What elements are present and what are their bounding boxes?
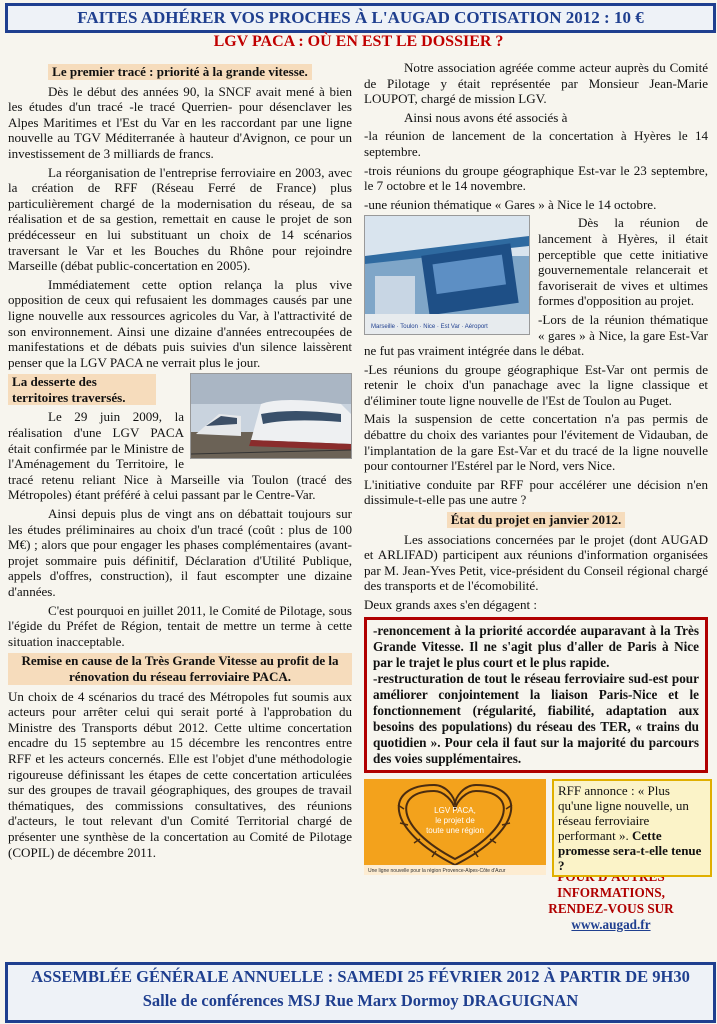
paragraph: -Lors de la réunion thématique « gares » à Nice, la gare Est-Var ne fut pas vraiment intégrée dans le débat. — [364, 311, 708, 359]
paragraph: Le 29 juin 2009, la réalisation d'une LGV PACA était confirmée par le Ministre de l'Aménagement du Territoire, le tracé retenu reliant Nice à Marseille via Toulon (tracé des Métropoles) étant préféré à celui passant par le Centre-Var. — [8, 409, 352, 503]
section-heading-high-speed: Remise en cause de la Très Grande Vitesse au profit de la rénovation du réseau ferroviaire PACA. — [8, 653, 352, 684]
section-heading-first-route: Le premier tracé : priorité à la grande vitesse. — [48, 64, 312, 80]
train-station-photo — [364, 215, 530, 335]
list-item: -trois réunions du groupe géographique Est-var le 23 septembre, le 7 octobre et le 14 novembre. — [364, 162, 708, 194]
right-column — [364, 60, 708, 948]
augad-website-link[interactable]: www.augad.fr — [571, 916, 651, 932]
more-info-line: RENDEZ-VOUS SUR — [548, 900, 674, 916]
promo-image-footer: Une ligne nouvelle pour la région Provence-Alpes-Côte d'Azur — [368, 867, 506, 874]
rff-announcement-box — [552, 779, 712, 877]
bottom-banner — [5, 962, 716, 1023]
promo-image-line: toute une région — [426, 825, 484, 835]
paragraph: -Les réunions du groupe géographique Est-Var ont permis de retenir le choix d'un panachage avec la ligne classique et d'éliminer toute ligne nouvelle de l'Est de Toulon au Puget. — [364, 361, 708, 408]
paragraph: Dès le début des années 90, la SNCF avait mené à bien les études d'un tracé -le tracé Querrien- pour désenclaver les Alpes Maritimes et l'Est du Var en les raccordant par une ligne nouvelle au TGV Méditerranée à hauteur d'Avignon, ce pour un investissement de 3 milliards de francs. — [8, 83, 352, 161]
paragraph: Un choix de 4 scénarios du tracé des Métropoles fut soumis aux acteurs pour arrêter celui qui serait porté à l'approbation du Ministre des Transports début 2012. Cette ultime concertation encadre du 15 septembre au 15 décembre les rencontres entre RFF et les acteurs concernés. Elle est l'objet d'une méthodologie rigoureuse définissant les étapes de cette concertation articulées sur des groupes de travail géographiques, des groupes de travail thématiques, des commissions consultatives, des réunions d'acteurs, le tout relevant d'un Comité Territorial chargé de présenter une synthèse de la concertation au Comité de Pilotage (COPIL) de décembre 2011. — [8, 688, 352, 860]
section-heading-territories: La desserte des territoires traversés. — [8, 374, 156, 405]
paragraph: Ainsi depuis plus de vingt ans on débattait toujours sur les études préliminaires au choix d'un tracé (coût : plus de 100 M€) ; alors que pour engager les phases complémentaires (avant-projet sommaire puis définitif, Déclaration d'Utilité Publique, appels d'offres, construction), il faut escompter une dizaine d'années. — [8, 506, 352, 599]
top-banner: FAITES ADHÉRER VOS PROCHES À L'AUGAD COTISATION 2012 : 10 € — [5, 3, 716, 33]
key-point: -restructuration de tout le réseau ferroviaire sud-est pour améliorer conjointement la liaison Paris-Nice et le fonctionnement (régularité, fiabilité, adaptation aux besoins des populations) du réseau des TER, « trains du quotidien ». Pour cela il faut sur la majorité du parcours des voies supplémentaires. — [373, 670, 699, 766]
rff-quote: RFF annonce : « Plus qu'une ligne nouvelle, un réseau ferroviaire performant ». — [558, 782, 689, 843]
paragraph: Mais la suspension de cette concertation n'a pas permis de débattre du choix des variantes pour l'évitement de Vidauban, de l'implantation de la gare Est-Var et du tracé de la ligne nouvelle pour contourner l'Estérel par le Nord, vers Nice. — [364, 411, 708, 474]
paragraph: Notre association agréée comme acteur auprès du Comité de Pilotage y était représentée par Monsieur Jean-Marie LOUPOT, chargé de mission LGV. — [364, 60, 708, 107]
paragraph: Les associations concernées par le projet (dont AUGAD et ARLIFAD) participent aux réunions d'information organisées par M. Jean-Yves Petit, vice-président du Conseil régional chargé des transports et de l'écomobilité. — [364, 531, 708, 594]
lgv-paca-promo-image — [364, 779, 546, 875]
paragraph: L'initiative conduite par RFF pour accélérer une décision n'en dissimule-t-elle pas une autre ? — [364, 476, 708, 508]
page-title: LGV PACA : OÙ EN EST LE DOSSIER ? — [213, 33, 504, 50]
paragraph: Immédiatement cette option relança la plus vive opposition de ceux qui refusaient les dommages causés par une ligne nouvelle aux ressources agricoles du Var, à l'attractivité de son environnement. Ainsi une dizaine d'années entrecoupées de manifestations et de débats puis suivies d'un silence laissèrent penser que la LGV PACA ne verrait plus le jour. — [8, 276, 352, 370]
assembly-announcement: ASSEMBLÉE GÉNÉRALE ANNUELLE : SAMEDI 25 FÉVRIER 2012 À PARTIR DE 9H30 — [31, 967, 690, 986]
key-point: -renoncement à la priorité accordée auparavant à la Très Grande Vitesse. Il ne s'agit plus d'aller de Paris à Nice par le trajet le plus court et le plus rapide. — [373, 622, 699, 670]
tgv-train-photo — [190, 373, 352, 459]
promo-section — [364, 779, 708, 879]
list-item: -la réunion de lancement de la concertation à Hyères le 14 septembre. — [364, 128, 708, 159]
paragraph: Ainsi nous avons été associés à — [404, 109, 568, 125]
left-column — [8, 60, 352, 948]
paragraph: Deux grands axes s'en dégagent : — [364, 597, 537, 612]
more-info-line: INFORMATIONS, — [557, 884, 665, 900]
promo-image-line: LGV PACA, — [434, 805, 476, 815]
key-points-box — [364, 617, 708, 773]
rff-question: Cette promesse sera-t-elle tenue ? — [558, 827, 702, 873]
assembly-location: Salle de conférences MSJ Rue Marx Dormoy DRAGUIGNAN — [142, 991, 579, 1010]
paragraph: C'est pourquoi en juillet 2011, le Comité de Pilotage, sous l'égide du Préfet de Région, tentait de mettre un terme à cette situation inacceptable. — [8, 602, 352, 649]
section-heading-status-2012: État du projet en janvier 2012. — [447, 512, 626, 528]
paragraph: Dès la réunion de lancement à Hyères, il était perceptible que cette initiative gouvernementale relancerait et favoriserait de vives et ultimes formes d'opposition au projet. — [538, 215, 708, 309]
station-sign-text: Marseille · Toulon · Nice · Est Var · Aéroport — [371, 324, 488, 331]
paragraph: La réorganisation de l'entreprise ferroviaire en 2003, avec la création de RFF (Réseau Ferré de France) plus particulièrement chargé de la modernisation du réseau, de sa réalisation et de sa gestion, remettait en cause le projet de son prédécesseur en lui substituant un choix de 14 scénarios traversant le Var et les Bouches du Rhône pour rejoindre Marseille (débat public-concertation en 2005). — [8, 164, 352, 274]
list-item: -une réunion thématique « Gares » à Nice le 14 octobre. — [364, 196, 657, 212]
promo-image-line: le projet de — [435, 815, 475, 825]
